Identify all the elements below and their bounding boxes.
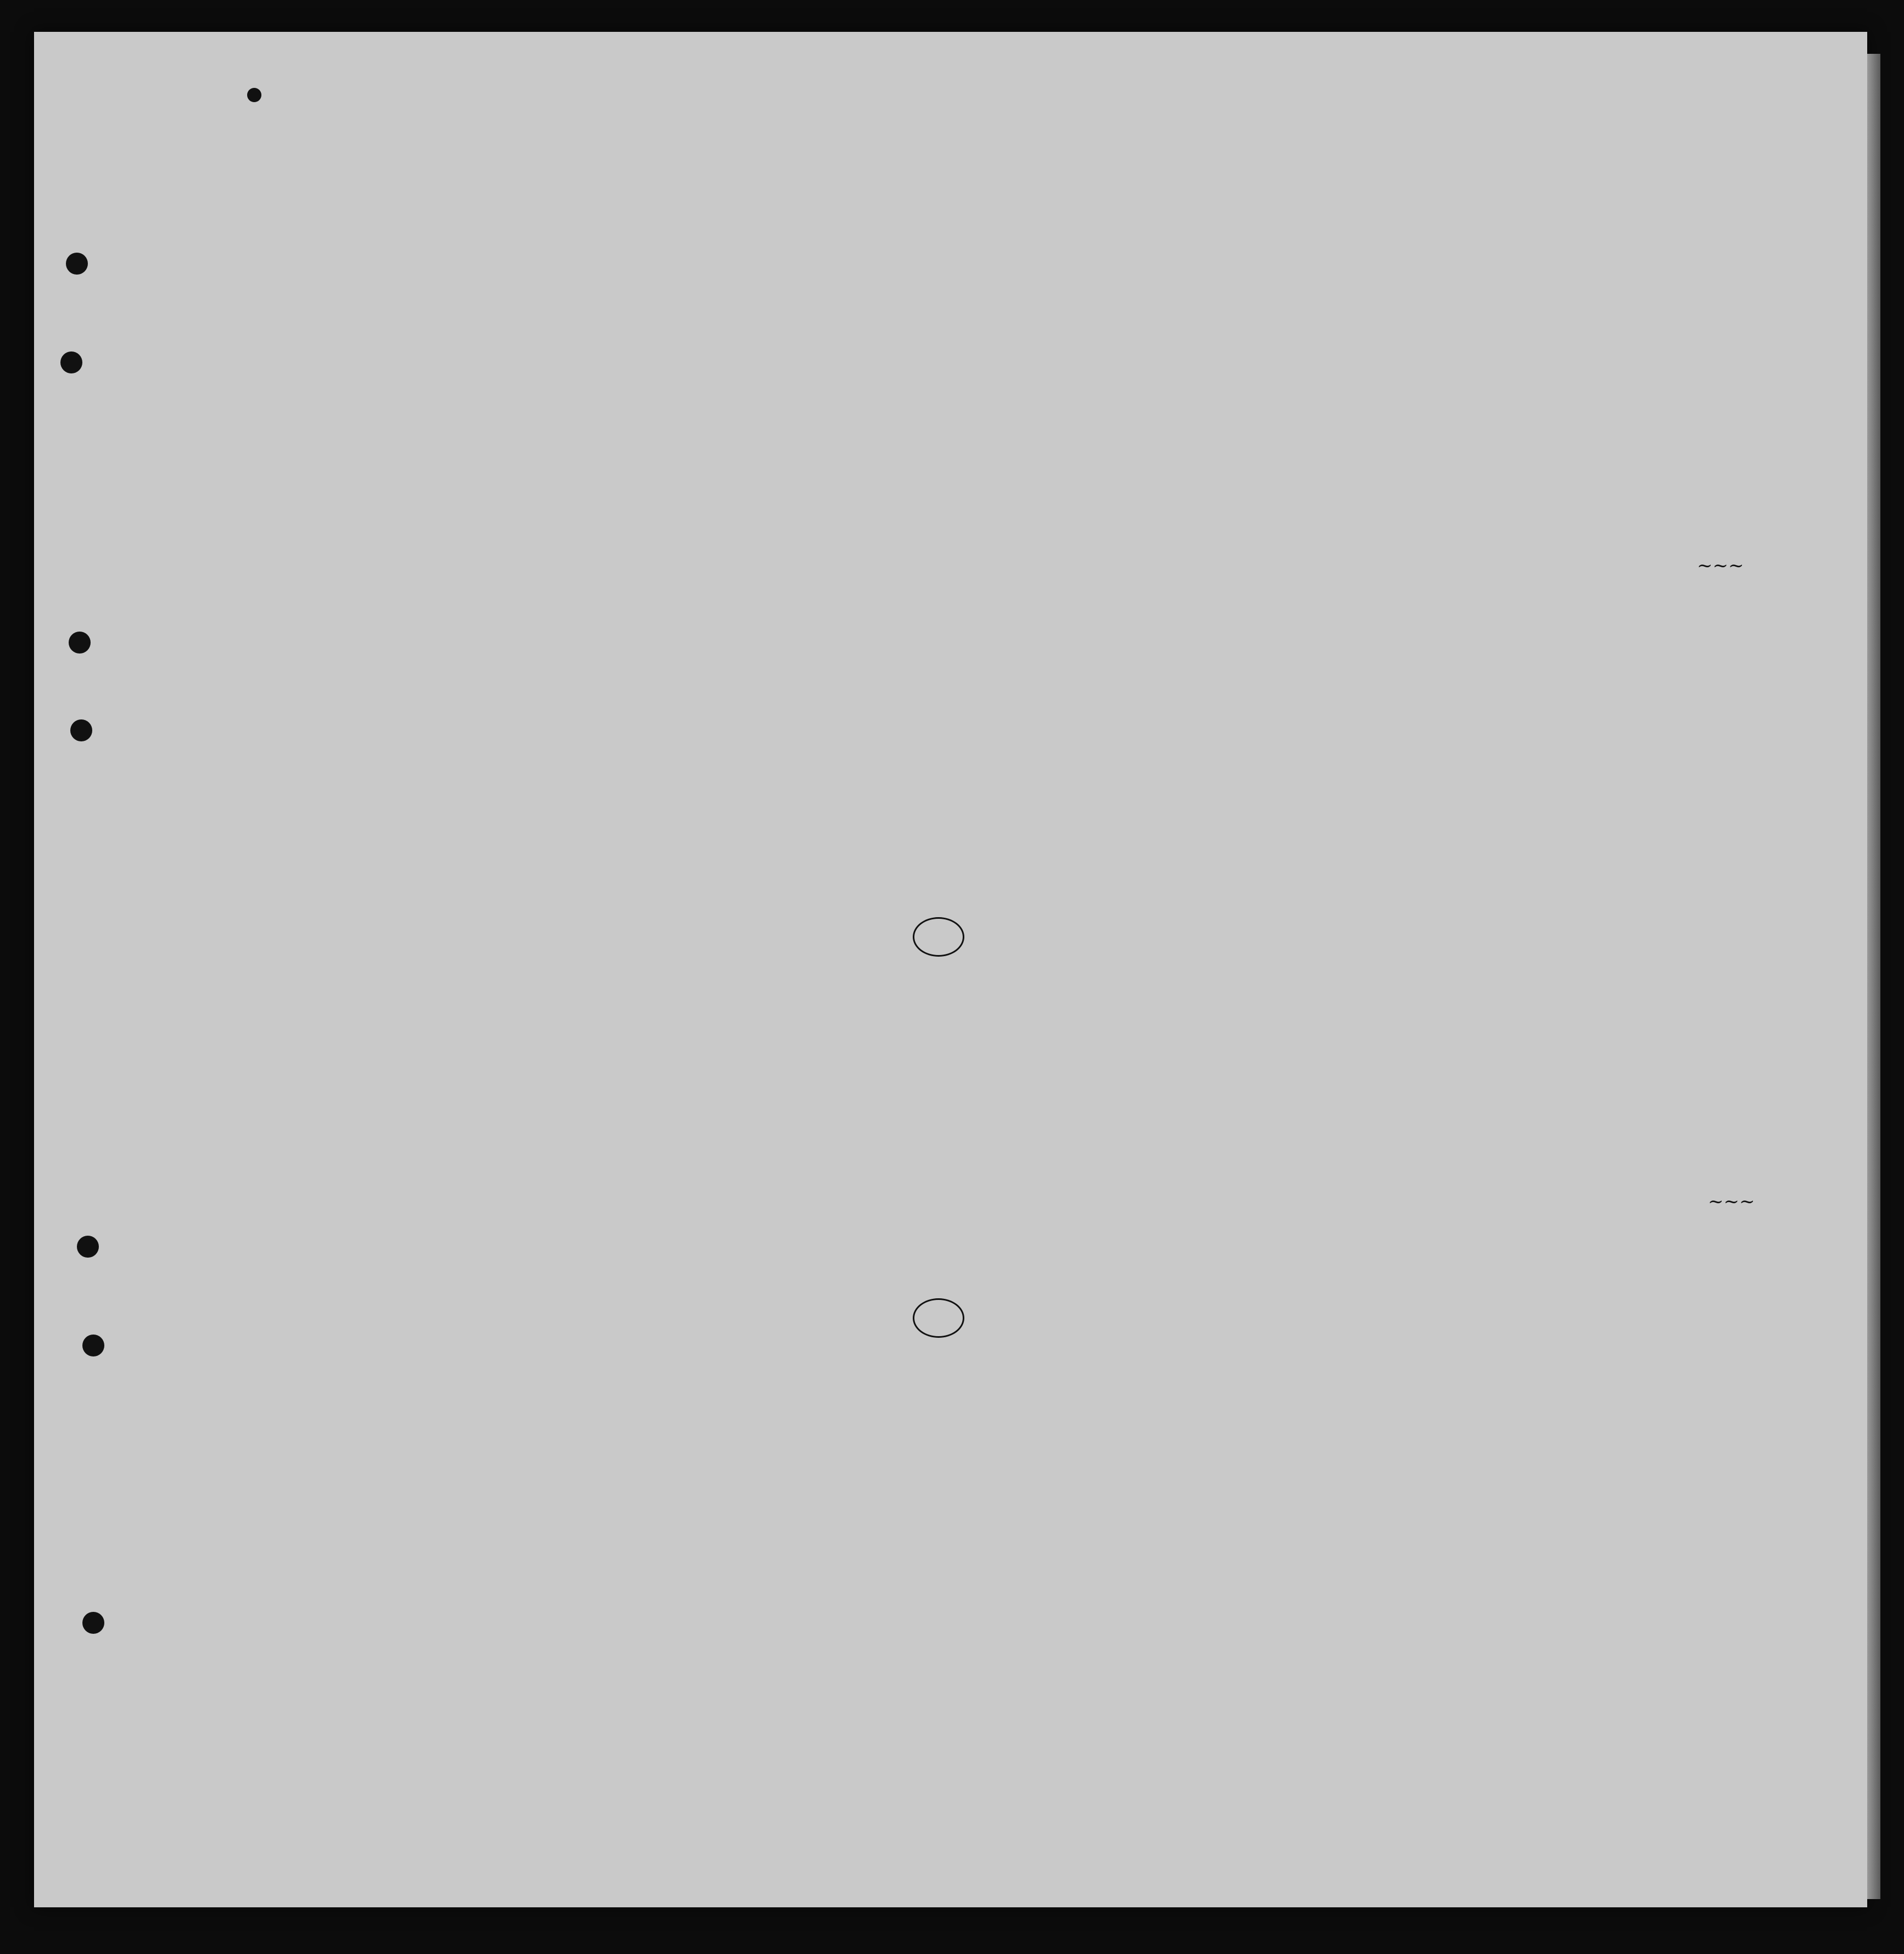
yes-circle: [913, 917, 964, 957]
yes-circle: [913, 1298, 964, 1338]
purser-signature: ~~~: [1708, 1191, 1755, 1213]
purser-signature: ~~~: [1697, 555, 1744, 577]
